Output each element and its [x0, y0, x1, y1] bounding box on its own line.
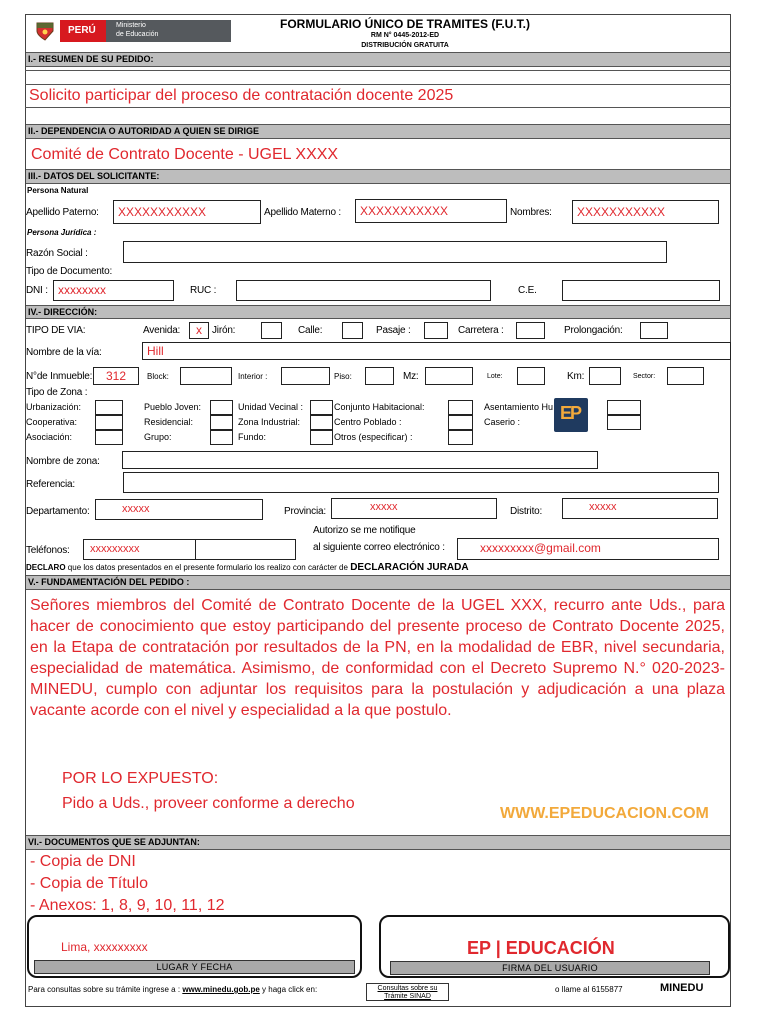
- nombre-via-label: Nombre de la vía:: [26, 347, 102, 358]
- sinad-line1: Consultas sobre su: [377, 985, 438, 992]
- documento-item: - Anexos: 1, 8, 9, 10, 11, 12: [30, 897, 225, 914]
- distrito-field[interactable]: xxxxx: [562, 498, 718, 519]
- zona-cooperativa-label: Cooperativa:: [26, 417, 78, 427]
- block-field[interactable]: [180, 367, 232, 385]
- dependencia-text[interactable]: Comité de Contrato Docente - UGEL XXXX: [31, 146, 339, 163]
- firma-label: FIRMA DEL USUARIO: [390, 961, 710, 975]
- click-text: y haga click en:: [262, 985, 318, 994]
- distribucion: DISTRIBUCIÓN GRATUITA: [361, 42, 449, 49]
- apellido-paterno-label: Apellido Paterno:: [26, 207, 99, 218]
- shield-icon: [34, 21, 56, 41]
- departamento-label: Departamento:: [26, 506, 90, 517]
- apellido-materno-label: Apellido Materno :: [264, 207, 342, 218]
- zona-conjunto-habitacional-label: Conjunto Habitacional:: [334, 402, 425, 412]
- zona-urbanizacion-checkbox[interactable]: [95, 400, 123, 415]
- documento-item: - Copia de Título: [30, 875, 148, 892]
- calle-checkbox[interactable]: [342, 322, 363, 339]
- divider: [25, 84, 731, 85]
- resumen-text[interactable]: Solicito participar del proceso de contratación docente 2025: [29, 87, 454, 104]
- zona-residencial-label: Residencial:: [144, 417, 194, 427]
- tipo-via-label: TIPO DE VIA:: [26, 325, 86, 336]
- declaro-text: que los datos presentados en el presente formulario los realizo con carácter de: [67, 563, 348, 572]
- minedu-link[interactable]: www.minedu.gob.pe: [182, 985, 260, 994]
- zona-pueblo-joven-checkbox[interactable]: [210, 400, 233, 415]
- zona-caserio-checkbox[interactable]: [607, 415, 641, 430]
- zona-unidad-vecinal-label: Unidad Vecinal :: [238, 402, 304, 412]
- zona-grupo-checkbox[interactable]: [210, 430, 233, 445]
- divider: [25, 107, 731, 108]
- declaracion-jurada: DECLARACIÓN JURADA: [350, 562, 469, 573]
- pasaje-checkbox[interactable]: [424, 322, 448, 339]
- zona-fundo-label: Fundo:: [238, 432, 267, 442]
- zona-asentamiento-label: Asentamiento Hu: [484, 402, 554, 412]
- sinad-line2: Trámite SINAD: [384, 993, 431, 1000]
- lugar-fecha-label: LUGAR Y FECHA: [34, 960, 355, 974]
- peru-label: PERÚ: [68, 25, 96, 36]
- divider: [25, 70, 731, 71]
- ce-field[interactable]: [562, 280, 720, 301]
- consultas-text: Para consultas sobre su trámite ingrese a :: [28, 985, 181, 994]
- telefono-field[interactable]: xxxxxxxxx: [83, 539, 196, 560]
- ruc-label: RUC :: [190, 285, 217, 296]
- zona-urbanizacion-label: Urbanización:: [26, 402, 82, 412]
- km-label: Km:: [567, 371, 585, 382]
- sector-label: Sector:: [633, 373, 656, 380]
- autorizo-line1: Autorizo se me notifique: [313, 525, 416, 536]
- correo-field[interactable]: xxxxxxxxx@gmail.com: [457, 538, 719, 560]
- interior-label: Interior :: [238, 372, 268, 381]
- zona-asociacion-checkbox[interactable]: [95, 430, 123, 445]
- nombres-field[interactable]: XXXXXXXXXXX: [572, 200, 719, 224]
- ruc-field[interactable]: [236, 280, 491, 301]
- persona-natural-label: Persona Natural: [27, 186, 89, 195]
- departamento-field[interactable]: xxxxx: [95, 499, 263, 520]
- ministerio-line1: Ministerio: [116, 22, 146, 29]
- dni-label: DNI :: [26, 285, 48, 296]
- apellido-materno-field[interactable]: XXXXXXXXXXX: [355, 199, 507, 223]
- apellido-paterno-field[interactable]: XXXXXXXXXXX: [113, 200, 261, 224]
- fundamentacion-paragraph[interactable]: Señores miembros del Comité de Contrato Docente de la UGEL XXX, recurro ante Uds., para hacer de conocimiento que estoy participando del presente proceso de Contrato Docente 2025, en la Etapa de contratación por resultados de la PN, en la modalidad de EBR, nivel secundaria, especialidad de matemática. Asimismo, de conformidad con el Decreto Supremo N.° 020-2023-MINEDU, cumplo con adjuntar los requisitos para la postulación y adjudicación a una plaza vacante acorde con el nivel y especialidad a la que postulo.: [30, 597, 725, 719]
- tipo-documento-label: Tipo de Documento:: [26, 266, 113, 277]
- sinad-button[interactable]: [366, 983, 449, 1001]
- footer-line: [28, 985, 317, 994]
- zona-asentamiento-checkbox[interactable]: [607, 400, 641, 415]
- provincia-label: Provincia:: [284, 506, 326, 517]
- persona-juridica-label: Persona Jurídica :: [27, 228, 97, 237]
- website-watermark: WWW.EPEDUCACION.COM: [500, 805, 709, 822]
- block-label: Block:: [147, 372, 169, 381]
- zona-caserio-label: Caserio :: [484, 417, 521, 427]
- avenida-label: Avenida:: [143, 325, 181, 336]
- section-fundamentacion: V.- FUNDAMENTACIÓN DEL PEDIDO :: [26, 575, 730, 590]
- declaro-bold: DECLARO: [26, 563, 66, 572]
- pasaje-label: Pasaje :: [376, 325, 411, 336]
- zona-residencial-checkbox[interactable]: [210, 415, 233, 430]
- minedu-footer: MINEDU: [660, 982, 704, 994]
- lote-label: Lote:: [487, 373, 503, 380]
- tipo-zona-label: Tipo de Zona :: [26, 387, 88, 398]
- km-field[interactable]: [589, 367, 621, 385]
- referencia-label: Referencia:: [26, 479, 75, 490]
- llame-text: o llame al 6155877: [555, 985, 623, 994]
- nombre-via-field[interactable]: Hill: [142, 342, 731, 360]
- zona-industrial-label: Zona Industrial:: [238, 417, 301, 427]
- nombres-label: Nombres:: [510, 207, 552, 218]
- zona-otros-label: Otros (especificar) :: [334, 432, 413, 442]
- carretera-label: Carretera :: [458, 325, 504, 336]
- mz-label: Mz:: [403, 371, 419, 382]
- razon-social-label: Razón Social :: [26, 248, 88, 259]
- distrito-label: Distrito:: [510, 506, 543, 517]
- section-resumen: I.- RESUMEN DE SU PEDIDO:: [26, 52, 730, 67]
- sector-field[interactable]: [667, 367, 704, 385]
- zona-fundo-checkbox[interactable]: [310, 430, 333, 445]
- interior-field[interactable]: [281, 367, 330, 385]
- nombre-zona-label: Nombre de zona:: [26, 456, 100, 467]
- firma-value: EP | EDUCACIÓN: [467, 938, 615, 958]
- zona-cooperativa-checkbox[interactable]: [95, 415, 123, 430]
- por-lo-expuesto: POR LO EXPUESTO:: [62, 770, 219, 787]
- section-direccion: IV.- DIRECCIÓN:: [26, 305, 730, 319]
- autorizo-line2: al siguiente correo electrónico :: [313, 542, 445, 553]
- zona-conjunto-habitacional-checkbox[interactable]: [448, 400, 473, 415]
- nombre-zona-field[interactable]: [122, 451, 598, 469]
- ep-logo-text: EP: [560, 403, 581, 423]
- dni-field[interactable]: xxxxxxxx: [53, 280, 174, 301]
- documento-item: - Copia de DNI: [30, 853, 136, 870]
- form-title: FORMULARIO ÚNICO DE TRAMITES (F.U.T.): [280, 17, 530, 31]
- rm-number: RM N° 0445-2012-ED: [370, 32, 440, 39]
- ep-logo-icon: [554, 398, 588, 432]
- lugar-fecha-value[interactable]: Lima, xxxxxxxxx: [61, 940, 148, 954]
- telefonos-label: Teléfonos:: [26, 545, 70, 556]
- zona-unidad-vecinal-checkbox[interactable]: [310, 400, 333, 415]
- mz-field[interactable]: [425, 367, 473, 385]
- prolongacion-checkbox[interactable]: [640, 322, 668, 339]
- zona-industrial-checkbox[interactable]: [310, 415, 333, 430]
- pido-text: Pido a Uds., proveer conforme a derecho: [62, 795, 355, 812]
- piso-field[interactable]: [365, 367, 394, 385]
- piso-label: Piso:: [334, 372, 352, 381]
- zona-asociacion-label: Asociación:: [26, 432, 73, 442]
- section-documentos: VI.- DOCUMENTOS QUE SE ADJUNTAN:: [26, 835, 730, 850]
- prolongacion-label: Prolongación:: [564, 325, 623, 336]
- minedu-logo: [34, 20, 231, 42]
- inmueble-field[interactable]: 312: [93, 367, 139, 385]
- jiron-checkbox[interactable]: [261, 322, 282, 339]
- section-solicitante: III.- DATOS DEL SOLICITANTE:: [26, 169, 730, 184]
- ce-label: C.E.: [518, 285, 537, 296]
- zona-otros-checkbox[interactable]: [448, 430, 473, 445]
- inmueble-label: N°de Inmueble:: [26, 371, 93, 382]
- ministerio-line2: de Educación: [116, 31, 159, 38]
- zona-pueblo-joven-label: Pueblo Joven:: [144, 402, 202, 412]
- declaro-line: [26, 562, 469, 573]
- provincia-field[interactable]: xxxxx: [331, 498, 497, 519]
- referencia-field[interactable]: [123, 472, 719, 493]
- telefono-field-2[interactable]: [195, 539, 296, 560]
- zona-centro-poblado-label: Centro Poblado :: [334, 417, 402, 427]
- section-dependencia: II.- DEPENDENCIA O AUTORIDAD A QUIEN SE DIRIGE: [26, 124, 730, 139]
- zona-centro-poblado-checkbox[interactable]: [448, 415, 473, 430]
- zona-grupo-label: Grupo:: [144, 432, 172, 442]
- razon-social-field[interactable]: [123, 241, 667, 263]
- lote-field[interactable]: [517, 367, 545, 385]
- avenida-checkbox[interactable]: x: [189, 322, 209, 339]
- carretera-checkbox[interactable]: [516, 322, 545, 339]
- calle-label: Calle:: [298, 325, 323, 336]
- jiron-label: Jirón:: [212, 325, 236, 336]
